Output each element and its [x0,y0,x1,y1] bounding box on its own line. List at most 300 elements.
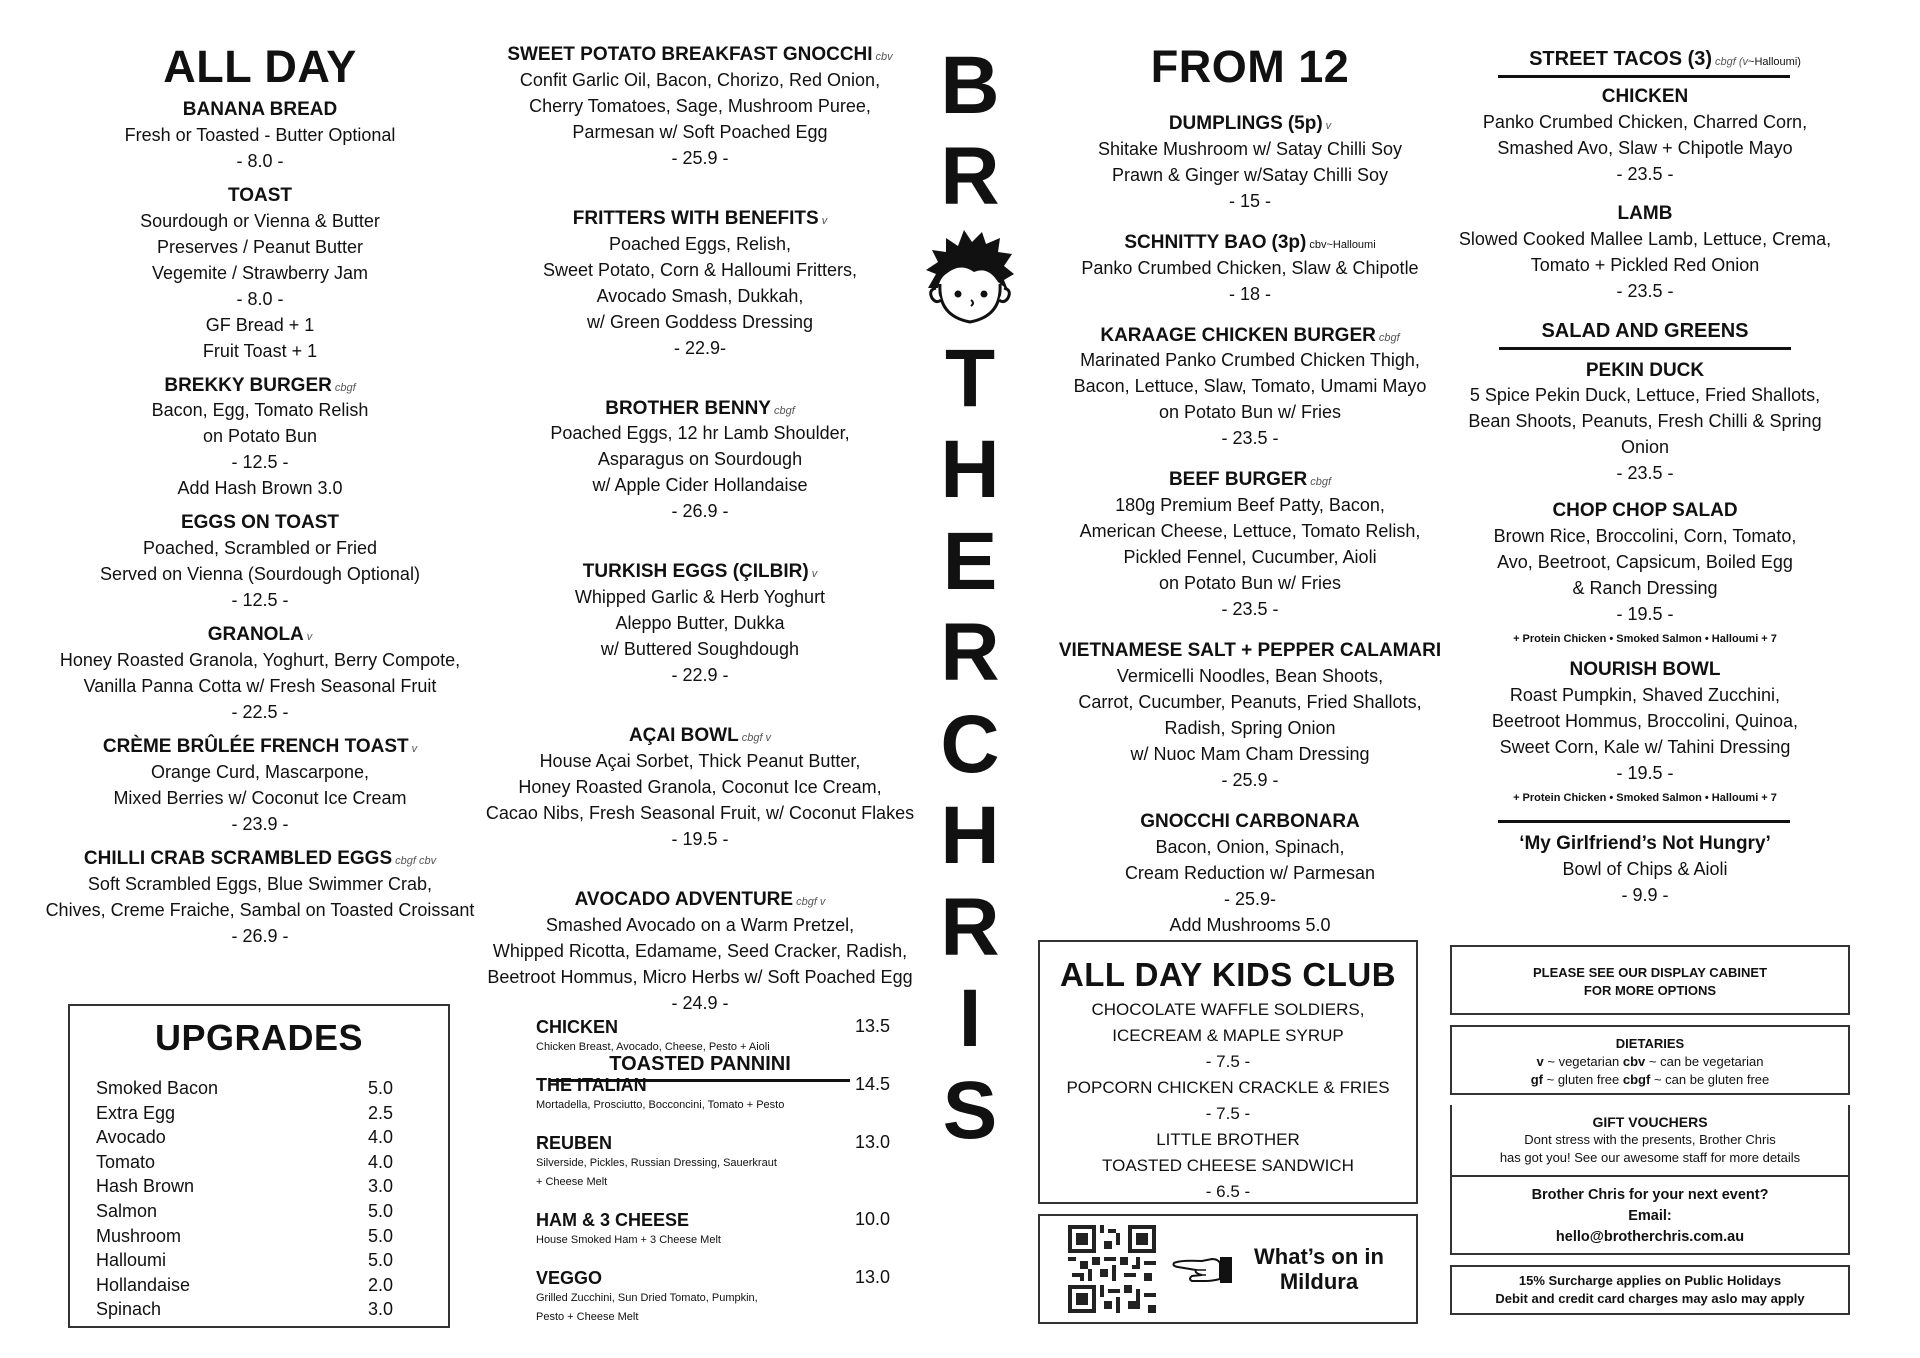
item-desc-line: Poached, Scrambled or Fried [142,538,378,559]
item-price: - 23.5 - [1616,463,1674,484]
item-desc-line: Marinated Panko Crumbed Chicken Thigh, [1080,350,1420,371]
kids-club-line: CHOCOLATE WAFFLE SOLDIERS, [1091,1000,1365,1019]
pointing-hand-icon [1172,1251,1236,1287]
dietaries-box [1450,1025,1850,1095]
item-name: BROTHER BENNY [605,397,771,419]
item-price: - 23.9 - [231,813,289,834]
item-desc-line: Pickled Fennel, Cucumber, Aioli [1123,547,1377,568]
pannini-price: 13.5 [854,1016,890,1036]
item-desc-line: Served on Vienna (Sourdough Optional) [100,564,420,585]
kids-club-line: ICECREAM & MAPLE SYRUP [1112,1026,1344,1045]
upgrade-row [70,1174,448,1199]
dietary-tag: cbgf [1378,331,1400,344]
kids-club-line: - 6.5 - [1205,1182,1251,1201]
item-name: CHICKEN [1601,86,1689,107]
item-desc-line: Shitake Mushroom w/ Satay Chilli Soy [1097,138,1403,159]
item-price: - 12.5 - [231,452,289,473]
item-price: - 23.5 - [1616,280,1674,301]
item-price: - 19.5 - [1616,604,1674,625]
brand-letter: C [940,698,1000,790]
item-desc-line: Orange Curd, Mascarpone, [150,761,370,782]
pannini-item [536,1267,896,1327]
dietary-tag: cbgf [334,381,356,394]
tacos-salads-section [1450,0,1880,908]
all-day-title: ALL DAY [163,41,357,92]
item-desc-line: Cherry Tomatoes, Sage, Mushroom Puree, [529,95,871,116]
events-email-label: Email: [1628,1208,1672,1224]
item-extra: GF Bread + 1 [205,314,315,335]
upgrades-title: UPGRADES [154,1017,364,1058]
kids-club-title: ALL DAY KIDS CLUB [1059,956,1397,993]
upgrade-price: 5.0 [367,1250,393,1271]
pannini-desc: Chicken Breast, Avocado, Cheese, Pesto + Aioli [536,1041,770,1053]
upgrade-name: Tomato [96,1151,156,1172]
item-desc-line: Bean Shoots, Peanuts, Fresh Chilli & Spring Onion [1468,411,1822,458]
item-extra: Add Hash Brown 3.0 [177,478,343,499]
menu-item [40,99,480,174]
dietaries-title: DIETARIES [1615,1036,1685,1051]
pannini-name: REUBEN [536,1133,613,1153]
upgrades-list [70,1076,448,1322]
item-name-row [480,398,920,421]
brand-letter: H [940,424,1000,516]
whats-on-line1: What’s on in [1254,1244,1384,1269]
salad-items [1450,360,1840,804]
kids-club-line: - 7.5 - [1205,1104,1251,1123]
street-tacos-tag-suffix: ~Halloumi) [1748,56,1801,68]
brand-letter: T [944,332,996,424]
kids-club-line: TOASTED CHEESE SANDWICH [1102,1156,1354,1175]
brand-vertical-logo [920,40,1020,1157]
menu-item [1450,203,1840,304]
item-name-row [1040,232,1460,255]
item-name-row [1040,469,1460,492]
item-name: BANANA BREAD [182,99,338,120]
upgrade-price: 5.0 [367,1078,393,1098]
street-tacos-tag: cbgf (v [1715,56,1749,68]
boy-face-icon [920,223,1020,333]
brand-letters-bottom [920,333,1020,1157]
brand-letter: B [940,39,1000,131]
item-name: PEKIN DUCK [1585,359,1705,381]
pannini-desc: Pesto + Cheese Melt [536,1311,639,1323]
upgrade-name: Mushroom [96,1225,182,1246]
chips-item [1450,833,1840,908]
menu-item [1040,325,1460,452]
item-price: - 8.0 - [236,150,284,171]
kids-club-line: LITTLE BROTHER [1156,1130,1300,1149]
upgrade-name: Avocado [96,1127,166,1148]
from-12-items [1040,113,1460,938]
item-desc-line: Avo, Beetroot, Capsicum, Boiled Egg [1497,552,1793,573]
protein-addon: + Protein Chicken • Smoked Salmon • Halloumi + 7 [1513,791,1777,804]
item-desc-line: House Açai Sorbet, Thick Peanut Butter, [539,750,861,771]
item-desc-line: Preserves / Peanut Butter [156,236,364,257]
dietary-row [1452,1053,1848,1071]
dietary-tag: v [411,742,418,755]
item-name: AVOCADO ADVENTURE [574,888,794,910]
pannini-desc: Mortadella, Prosciutto, Bocconcini, Tomato + Pesto [536,1099,785,1111]
item-desc-line: Parmesan w/ Soft Poached Egg [572,121,828,142]
qr-code-icon[interactable] [1068,1225,1156,1313]
chips-desc: Bowl of Chips & Aioli [1562,858,1728,879]
item-desc-line: Smashed Avocado on a Warm Pretzel, [545,914,855,935]
item-name: CRÈME BRÛLÉE FRENCH TOAST [102,735,409,757]
dietary-code: cbv [1622,1054,1646,1069]
street-tacos-items [1450,86,1840,304]
pannini-list [536,1016,896,1344]
dietary-tag: cbgf v [741,732,772,745]
brand-letters-top [920,40,1020,223]
dietary-row [1452,1071,1848,1089]
upgrade-name: Salmon [96,1200,158,1221]
item-extra: Fruit Toast + 1 [202,340,318,361]
item-price: - 26.9 - [231,925,289,946]
item-name: KARAAGE CHICKEN BURGER [1100,324,1376,346]
kids-club-lines [1040,997,1416,1205]
item-name-row [480,208,920,231]
item-name-row [1450,360,1840,383]
upgrade-name: Smoked Bacon [96,1078,219,1098]
item-desc-line: Sourdough or Vienna & Butter [140,210,380,231]
pannini-price: 13.0 [854,1267,890,1287]
item-price: - 23.5 - [1221,599,1279,620]
pannini-title: TOASTED PANNINI [609,1052,791,1075]
item-desc-line: on Potato Bun w/ Fries [1158,402,1342,423]
pannini-price: 14.5 [854,1074,890,1094]
display-cabinet-box [1450,945,1850,1015]
upgrade-price: 3.0 [367,1299,393,1320]
item-name-row [480,44,920,67]
menu-item [480,398,920,525]
item-price: - 22.5 - [231,701,289,722]
dietary-tag: v [1325,120,1332,132]
item-price: - 12.5 - [231,590,289,611]
item-desc-line: Vegemite / Strawberry Jam [151,262,369,283]
upgrade-row [70,1248,448,1273]
brand-letter: E [942,515,998,607]
item-name-row [1450,203,1840,226]
events-line1: Brother Chris for your next event? [1531,1187,1769,1203]
events-box [1450,1175,1850,1255]
item-desc-line: Vermicelli Noodles, Bean Shoots, [1116,665,1384,686]
item-desc-line: Honey Roasted Granola, Yoghurt, Berry Compote, [59,649,461,670]
upgrade-price: 4.0 [367,1151,393,1172]
item-desc-line: Fresh or Toasted - Butter Optional [124,124,396,145]
pannini-name: CHICKEN [536,1017,619,1037]
item-desc-line: Chives, Creme Fraiche, Sambal on Toasted Croissant [45,899,475,920]
all-day-items [40,99,480,949]
item-name-row [1040,640,1460,663]
upgrade-price: 4.0 [367,1127,393,1148]
upgrade-row [70,1273,448,1298]
brand-letter: R [940,881,1000,973]
upgrade-row [70,1224,448,1249]
item-name-row [1040,811,1460,834]
item-name-row [40,848,480,871]
menu-item [480,208,920,361]
pannini-price: 10.0 [854,1209,890,1229]
menu-item [1450,500,1840,645]
item-name: NOURISH BOWL [1569,659,1721,681]
dietary-code: v [1536,1054,1544,1069]
item-desc-line: Panko Crumbed Chicken, Charred Corn, [1482,111,1808,132]
menu-item [1450,360,1840,487]
dietary-code: gf [1530,1072,1544,1087]
upgrade-row [70,1076,448,1101]
item-name: GNOCCHI CARBONARA [1140,810,1360,832]
item-name-row [480,725,920,748]
dietary-meaning: ~ can be vegetarian [1645,1054,1764,1069]
pannini-item [536,1074,896,1115]
menu-item [1040,113,1460,214]
pannini-item [536,1016,896,1057]
upgrade-name: Extra Egg [96,1102,176,1123]
item-name-row [1040,113,1460,136]
pannini-desc: Silverside, Pickles, Russian Dressing, Sauerkraut [536,1157,777,1169]
dietary-tag: cbgf [1310,476,1332,489]
item-name-row [480,561,920,584]
item-extra: Add Mushrooms 5.0 [1169,914,1331,935]
from-12-title: FROM 12 [1150,41,1350,92]
item-desc-line: Cacao Nibs, Fresh Seasonal Fruit, w/ Coconut Flakes [485,802,915,823]
salads-heading [1450,320,1840,350]
salads-rule [1499,347,1791,350]
dietary-tag: cbgf cbv [395,854,437,867]
chips-price: - 9.9 - [1621,884,1669,905]
kids-club-line: - 7.5 - [1205,1052,1251,1071]
dietary-code: cbgf [1622,1072,1651,1087]
menu-item [40,375,480,502]
dietaries-legend [1452,1053,1848,1089]
upgrade-price: 2.0 [367,1274,393,1295]
dietary-meaning: ~ can be gluten free [1650,1072,1770,1087]
item-desc-line: Poached Eggs, 12 hr Lamb Shoulder, [550,423,850,444]
item-price: - 26.9 - [671,501,729,522]
item-name-row [1450,659,1840,682]
brand-letter: H [940,790,1000,882]
item-name: GRANOLA [207,624,304,646]
item-name: TURKISH EGGS (ÇILBIR) [582,561,809,583]
upgrade-name: Hollandaise [96,1274,191,1295]
item-qty: (5p) [1287,113,1323,134]
pannini-desc: House Smoked Ham + 3 Cheese Melt [536,1234,721,1246]
menu-item [40,624,480,725]
pannini-item [536,1132,896,1192]
item-name-row [40,99,480,122]
item-desc-line: 5 Spice Pekin Duck, Lettuce, Fried Shallots, [1469,385,1821,406]
upgrade-row [70,1101,448,1126]
item-desc-line: Bacon, Onion, Spinach, [1155,836,1345,857]
cabinet-line1: PLEASE SEE OUR DISPLAY CABINET [1532,965,1768,980]
item-desc-line: on Potato Bun w/ Fries [1158,573,1342,594]
item-price: - 22.9- [673,337,727,358]
item-desc-line: Asparagus on Sourdough [597,449,803,470]
item-name-row [480,889,920,912]
item-desc-line: Soft Scrambled Eggs, Blue Swimmer Crab, [87,873,433,894]
item-desc-line: Prawn & Ginger w/Satay Chilli Soy [1111,164,1389,185]
surcharge-line1: 15% Surcharge applies on Public Holidays [1518,1273,1782,1288]
item-price: - 22.9 - [671,665,729,686]
vouchers-line2: has got you! See our awesome staff for more details [1499,1150,1801,1165]
dietary-tag: cbv~Halloumi [1309,238,1376,251]
item-name: EGGS ON TOAST [180,512,339,534]
events-email-link[interactable]: hello@brotherchris.com.au [1555,1229,1745,1245]
dietary-tag: cbv [875,51,893,63]
dietary-tag: cbgf v [796,895,826,908]
menu-item [480,889,920,1016]
chips-name: ‘My Girlfriend’s Not Hungry’ [1519,832,1771,854]
pannini-desc: Grilled Zucchini, Sun Dried Tomato, Pumpkin, [536,1292,758,1304]
kids-club-box [1038,940,1418,1204]
item-desc-line: Tomato + Pickled Red Onion [1530,254,1760,275]
brand-letter: R [940,131,1000,223]
item-name-row [40,736,480,759]
item-name-row [1040,325,1460,348]
menu-item [40,848,480,949]
vouchers-title: GIFT VOUCHERS [1592,1114,1708,1130]
item-desc-line: Mixed Berries w/ Coconut Ice Cream [113,787,407,808]
breakfast-section [480,0,920,1082]
item-desc-line: Sweet Potato, Corn & Halloumi Fritters, [542,259,858,280]
menu-item [1450,86,1840,187]
item-desc-line: Aleppo Butter, Dukka [615,613,785,634]
item-desc-line: Cream Reduction w/ Parmesan [1124,862,1376,883]
protein-addon: + Protein Chicken • Smoked Salmon • Halloumi + 7 [1513,633,1777,646]
item-desc-line: Avocado Smash, Dukkah, [596,285,804,306]
item-desc-line: Brown Rice, Broccolini, Corn, Tomato, [1493,526,1797,547]
item-price: - 23.5 - [1221,428,1279,449]
street-tacos-title: STREET TACOS (3) [1529,48,1713,70]
pannini-desc: + Cheese Melt [536,1176,608,1188]
item-desc-line: Bacon, Egg, Tomato Relish [151,400,369,421]
all-day-section [40,0,480,960]
menu-item [480,44,920,171]
menu-item [480,561,920,688]
menu-item [40,736,480,837]
item-desc-line: Carrot, Cucumber, Peanuts, Fried Shallots, [1078,691,1422,712]
item-desc-line: Beetroot Hommus, Broccolini, Quinoa, [1491,710,1799,731]
street-tacos-heading [1450,48,1880,78]
upgrade-row [70,1125,448,1150]
chips-rule [1498,820,1790,823]
item-name: VIETNAMESE SALT + PEPPER CALAMARI [1058,640,1442,662]
item-name: CHILLI CRAB SCRAMBLED EGGS [83,847,393,869]
item-name: AÇAI BOWL [628,725,739,747]
item-price: - 19.5 - [671,828,729,849]
dietary-tag: v [306,631,313,644]
surcharge-line2: Debit and credit card charges may aslo may apply [1495,1291,1805,1306]
item-price: - 25.9 - [1221,769,1279,790]
salads-title: SALAD AND GREENS [1541,319,1749,342]
brand-letter: I [958,973,982,1065]
item-desc-line: Radish, Spring Onion [1164,717,1336,738]
upgrade-row [70,1297,448,1322]
upgrade-name: Halloumi [96,1250,167,1271]
dietary-meaning: ~ gluten free [1543,1072,1623,1087]
upgrade-price: 5.0 [367,1200,393,1221]
upgrade-row [70,1199,448,1224]
item-price: - 23.5 - [1616,163,1674,184]
item-desc-line: Confit Garlic Oil, Bacon, Chorizo, Red Onion, [519,69,881,90]
pannini-price: 13.0 [854,1132,890,1152]
item-desc-line: Sweet Corn, Kale w/ Tahini Dressing [1499,736,1791,757]
menu-item [1040,469,1460,622]
item-name-row [1450,500,1840,523]
whats-on-line2: Mildura [1279,1269,1359,1294]
upgrade-price: 3.0 [367,1176,393,1197]
menu-item [40,512,480,613]
item-price: - 25.9- [1223,888,1277,909]
brand-letter: S [942,1064,998,1156]
item-desc-line: w/ Apple Cider Hollandaise [592,475,808,496]
from-12-section [1040,0,1460,956]
menu-item [1450,659,1840,804]
item-desc-line: w/ Green Goddess Dressing [586,311,814,332]
pannini-name: THE ITALIAN [536,1075,647,1095]
pannini-name: VEGGO [536,1268,603,1288]
dietary-meaning: ~ vegetarian [1543,1054,1623,1069]
item-desc-line: Roast Pumpkin, Shaved Zucchini, [1509,684,1781,705]
item-desc-line: on Potato Bun [202,426,318,447]
item-desc-line: w/ Buttered Soughdough [600,639,800,660]
item-name: BREKKY BURGER [164,374,332,396]
item-price: - 19.5 - [1616,762,1674,783]
item-desc-line: w/ Nuoc Mam Cham Dressing [1130,743,1370,764]
menu-item [1040,232,1460,307]
breakfast-items [480,44,920,1016]
item-price: - 18 - [1228,283,1271,304]
street-tacos-rule [1498,75,1790,78]
item-name: LAMB [1617,202,1673,224]
menu-item [480,725,920,852]
upgrade-price: 2.5 [367,1102,393,1123]
upgrades-box [68,1004,450,1328]
whats-on-text[interactable] [1254,1244,1384,1294]
dietary-tag: v [821,214,828,227]
pannini-item [536,1209,896,1250]
brand-letter: R [940,607,1000,699]
kids-club-line: POPCORN CHICKEN CRACKLE & FRIES [1066,1078,1390,1097]
item-price: - 8.0 - [236,288,284,309]
upgrade-row [70,1150,448,1175]
cabinet-line2: FOR MORE OPTIONS [1583,983,1717,998]
menu-item [40,185,480,364]
item-name-row [40,375,480,398]
item-desc-line: Vanilla Panna Cotta w/ Fresh Seasonal Fruit [83,675,437,696]
gift-vouchers-box [1450,1105,1850,1183]
menu-item [1040,640,1460,793]
item-name: CHOP CHOP SALAD [1552,500,1738,522]
item-name: SWEET POTATO BREAKFAST GNOCCHI [507,44,873,65]
vouchers-line1: Dont stress with the presents, Brother Chris [1524,1132,1776,1147]
item-qty: (3p) [1271,231,1307,253]
item-price: - 15 - [1228,190,1271,211]
item-desc-line: Slowed Cooked Mallee Lamb, Lettuce, Crema, [1458,228,1832,249]
item-price: - 25.9 - [671,147,729,168]
item-desc-line: Honey Roasted Granola, Coconut Ice Cream, [518,776,882,797]
upgrade-price: 5.0 [367,1225,393,1246]
item-price: - 24.9 - [671,992,729,1013]
item-name: BEEF BURGER [1168,469,1308,491]
item-desc-line: Poached Eggs, Relish, [608,233,792,254]
item-name: TOAST [227,184,293,206]
item-desc-line: Panko Crumbed Chicken, Slaw & Chipotle [1081,257,1419,278]
pannini-name: HAM & 3 CHEESE [536,1210,690,1230]
item-desc-line: Bacon, Lettuce, Slaw, Tomato, Umami Mayo [1073,376,1427,397]
whats-on-box[interactable] [1038,1214,1418,1324]
surcharge-box [1450,1265,1850,1315]
